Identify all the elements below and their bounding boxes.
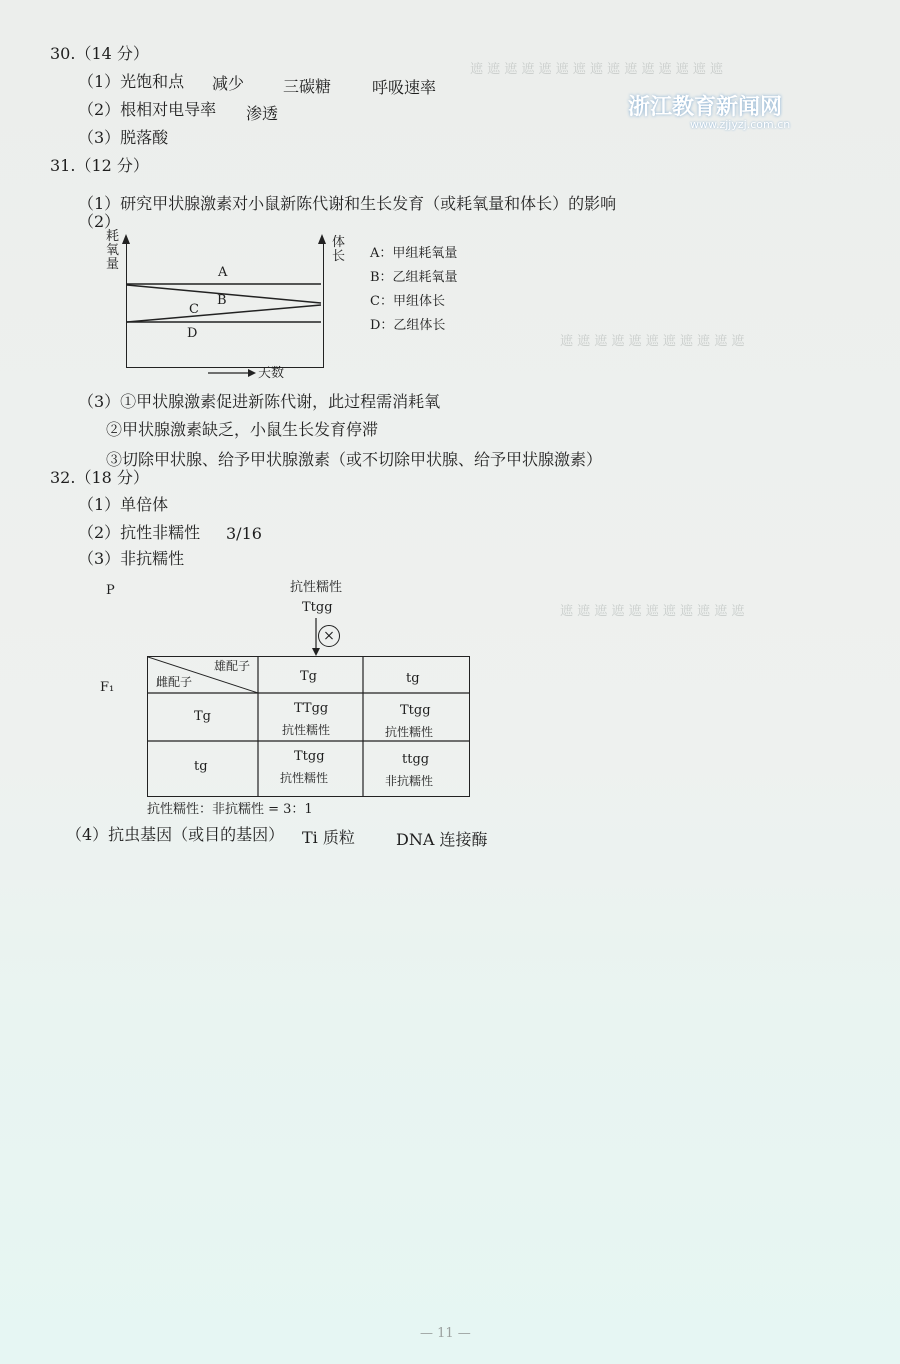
punnett-header-male: 雄配子 (214, 659, 251, 673)
q30-line2-label: （2）根相对电导率 (78, 100, 217, 119)
q30-line1-answer-b: 三碳糖 (283, 77, 332, 96)
chart-x-axis-label: 天数 (258, 366, 285, 381)
chart-left-axis-label: 耗氧量 (106, 229, 120, 272)
watermark-logo: 浙江教育新闻网 (628, 95, 783, 120)
chart-line-label-a: A (218, 265, 228, 280)
bleed-through-text: 遮 遮 遮 遮 遮 遮 遮 遮 遮 遮 遮 (560, 604, 745, 619)
q31-line5: ③切除甲状腺、给予甲状腺激素（或不切除甲状腺、给予甲状腺激素） (106, 450, 603, 469)
punnett-col-gamete: tg (406, 671, 420, 686)
cross-f1-label: F₁ (100, 680, 115, 695)
punnett-cell-genotype: TTgg (294, 701, 329, 716)
punnett-square (147, 656, 470, 797)
chart-line-label-c: C (189, 302, 199, 317)
punnett-cell-phenotype: 抗性糯性 (282, 723, 331, 737)
chart-line-label-d: D (187, 326, 198, 341)
chart-legend-a: A：甲组耗氧量 (370, 246, 458, 261)
q30-line3-label: （3）脱落酸 (78, 128, 169, 147)
punnett-cell-genotype: Ttgg (294, 749, 325, 764)
chart-line-label-b: B (217, 293, 227, 308)
cross-parent-genotype: Ttgg (302, 600, 333, 615)
q32-line4-answer-a: Ti 质粒 (302, 828, 355, 847)
punnett-row-gamete: tg (194, 759, 208, 774)
q31-line2-label: （2） (78, 212, 121, 231)
punnett-cell-phenotype: 抗性糯性 (280, 771, 329, 785)
q32-line3: （3）非抗糯性 (78, 549, 185, 568)
q30-line1-answer-c: 呼吸速率 (372, 78, 437, 97)
bleed-through-text: 遮 遮 遮 遮 遮 遮 遮 遮 遮 遮 遮 (560, 334, 745, 349)
punnett-col-gamete: Tg (300, 669, 317, 684)
punnett-cell-genotype: Ttgg (400, 703, 431, 718)
page-number: — 11 — (420, 1326, 471, 1341)
q32-line2-answer: 3/16 (226, 524, 262, 543)
punnett-cell-phenotype: 非抗糯性 (385, 774, 434, 788)
cross-parent-phenotype: 抗性糯性 (290, 580, 343, 595)
punnett-cell-genotype: ttgg (402, 752, 430, 767)
q30-header: 30.（14 分） (50, 44, 149, 63)
bleed-through-text: 遮 遮 遮 遮 遮 遮 遮 遮 遮 遮 遮 遮 遮 遮 遮 (470, 62, 723, 77)
q30-line2-answer-a: 渗透 (246, 104, 279, 123)
q31-header: 31.（12 分） (50, 156, 149, 175)
chart-legend-c: C：甲组体长 (370, 294, 445, 309)
q31-line1: （1）研究甲状腺激素对小鼠新陈代谢和生长发育（或耗氧量和体长）的影响 (78, 194, 617, 213)
punnett-cell-phenotype: 抗性糯性 (385, 725, 434, 739)
q31-line3: （3）①甲状腺激素促进新陈代谢，此过程需消耗氧 (78, 392, 441, 411)
q30-line1-answer-a: 减少 (212, 74, 245, 93)
q32-line4-answer-b: DNA 连接酶 (396, 830, 488, 849)
punnett-header-female: 雌配子 (156, 675, 193, 689)
cross-p-label: P (106, 583, 115, 598)
q32-line1: （1）单倍体 (78, 495, 169, 514)
punnett-row-gamete: Tg (194, 709, 211, 724)
q32-header: 32.（18 分） (50, 468, 149, 487)
q31-line4: ②甲状腺激素缺乏，小鼠生长发育停滞 (106, 420, 379, 439)
q30-line1-label: （1）光饱和点 (78, 72, 185, 91)
chart-right-axis-label: 体长 (332, 235, 346, 264)
q32-line4-label: （4）抗虫基因（或目的基因） (66, 825, 285, 844)
chart-legend-b: B：乙组耗氧量 (370, 270, 458, 285)
watermark-url: www.zjjyzj.com.cn (690, 118, 791, 131)
chart-legend-d: D：乙组体长 (370, 318, 446, 333)
selfing-icon: × (318, 625, 340, 647)
q32-line2-label: （2）抗性非糯性 (78, 523, 201, 542)
cross-ratio: 抗性糯性：非抗糯性 = 3：1 (147, 802, 313, 817)
